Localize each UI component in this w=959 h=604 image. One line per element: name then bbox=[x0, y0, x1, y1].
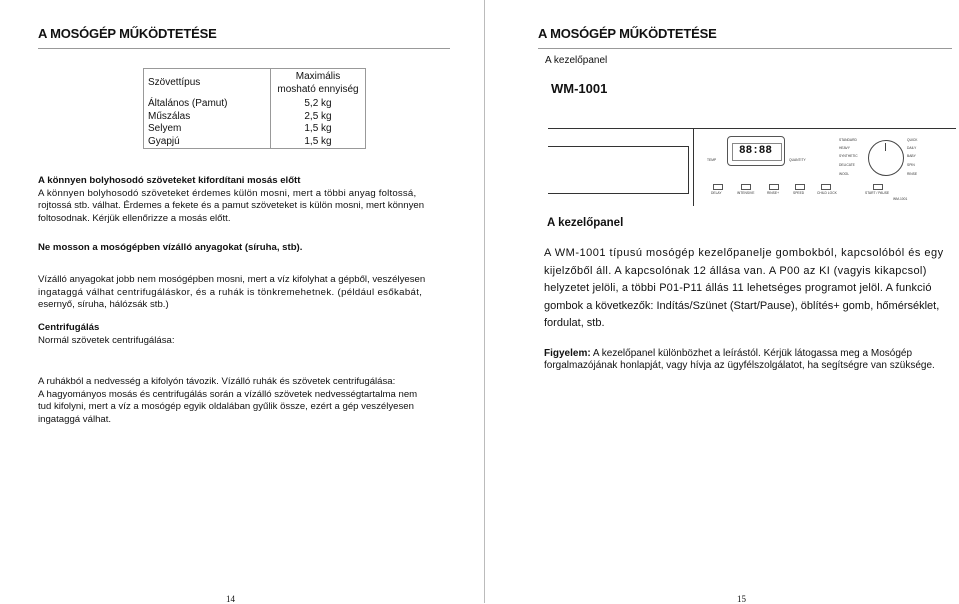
paragraph-line: forgalmazójának honlapját, vagy hívja az ügyfélszolgálatot, ha segítségre van szüksége. bbox=[544, 360, 935, 371]
speed-button[interactable] bbox=[795, 184, 805, 190]
lcd-digits: 88:88 bbox=[739, 145, 773, 157]
paragraph-line: ingataggá válhat centrifugáláskor, és a ruhák is tönkremehetnek. (például esőkabát, bbox=[38, 286, 423, 298]
start-pause-button[interactable] bbox=[873, 184, 883, 190]
table-cell-type: Műszálas bbox=[144, 111, 271, 124]
detergent-drawer bbox=[548, 146, 689, 194]
program-label: STANDARD bbox=[839, 138, 857, 142]
paragraph-line: A WM-1001 típusú mosógép kezelőpanelje gombokból, kapcsolóból és egy bbox=[544, 247, 944, 259]
program-label: SYNTHETIC bbox=[839, 154, 858, 158]
right-page-number: 15 bbox=[737, 594, 746, 604]
button-label: RINSE+ bbox=[767, 191, 780, 195]
paragraph-line: Normál szövetek centrifugálása: bbox=[38, 334, 175, 346]
paragraph-spin-waterproof bbox=[38, 376, 448, 426]
paragraph-line: A ruhákból a nedvesség a kifolyón távozik. Vízálló ruhák és szövetek centrifugálása: bbox=[38, 376, 396, 387]
paragraph-title: Centrifugálás bbox=[38, 322, 100, 333]
paragraph-line: gombok a következők: Indítás/Szünet (Start/Pause), öblítés+ gomb, hőmérséklet, bbox=[544, 299, 940, 312]
program-label: BABY bbox=[907, 154, 916, 158]
quantity-label: QUANTITY bbox=[789, 158, 806, 162]
program-label: HEAVY bbox=[839, 146, 850, 150]
table-header-capacity bbox=[271, 69, 366, 99]
fabric-capacity-table bbox=[143, 68, 366, 149]
table-cell-type: Selyem bbox=[144, 123, 271, 136]
paragraph-line: ingataggá válhat. bbox=[38, 413, 112, 425]
right-header-rule bbox=[538, 48, 952, 49]
note-line-1 bbox=[544, 348, 956, 360]
right-page-title: A MOSÓGÉP MŰKÖDTETÉSE bbox=[538, 26, 717, 41]
note-label: Figyelem: bbox=[544, 348, 591, 359]
paragraph-line: foltosodnak. Kérjük ellenőrizze a mosás előtt. bbox=[38, 212, 231, 224]
control-panel-subheader: A kezelőpanel bbox=[545, 55, 608, 66]
left-page-title: A MOSÓGÉP MŰKÖDTETÉSE bbox=[38, 26, 217, 41]
paragraph-line: tud kifolyni, mert a víz a mosógép egyik oldalában gyűlik össze, ezért a gép veszélyesen bbox=[38, 401, 414, 413]
paragraph-line: A könnyen bolyhosodó szöveteket érdemes külön mosni, mert a többi anyag foltossá, bbox=[38, 187, 417, 199]
table-header-fabric: Szövettípus bbox=[144, 69, 271, 99]
paragraph-line: rojtossá stb. válhat. Érdemes a fekete és a pamut szöveteket is külön mosni, mert könnyen bbox=[38, 200, 425, 212]
table-row bbox=[144, 136, 366, 149]
table-header-capacity-line2: mosható ennyiség bbox=[277, 83, 359, 95]
button-label: DELAY bbox=[711, 191, 722, 195]
button-label: INTENSIVE bbox=[737, 191, 755, 195]
rinse-plus-button[interactable] bbox=[769, 184, 779, 190]
table-row bbox=[144, 123, 366, 136]
lcd-display bbox=[732, 143, 782, 161]
paragraph-line: fordulat, stb. bbox=[544, 317, 605, 329]
table-cell-weight: 5,2 kg bbox=[271, 98, 366, 111]
table-cell-weight: 2,5 kg bbox=[271, 111, 366, 124]
paragraph-pilling bbox=[38, 175, 448, 225]
page-divider bbox=[484, 0, 485, 603]
paragraph-waterproof bbox=[38, 274, 448, 312]
control-panel-description bbox=[544, 245, 954, 333]
paragraph-line: A kezelőpanel különbözhet a leírástól. Kérjük látogassa meg a Mosógép bbox=[590, 348, 913, 359]
paragraph-spin bbox=[38, 322, 448, 347]
button-label: SPEED bbox=[793, 191, 805, 195]
left-page-number: 14 bbox=[226, 594, 235, 604]
paragraph-line: esernyő, síruha, hálózsák stb.) bbox=[38, 299, 169, 311]
program-label: RINSE bbox=[907, 172, 918, 176]
button-label: CHILD LOCK bbox=[817, 191, 837, 195]
display-frame bbox=[727, 136, 785, 166]
control-panel bbox=[693, 128, 956, 206]
paragraph-waterproof-title: Ne mosson a mosógépben vízálló anyagokat (síruha, stb). bbox=[38, 242, 303, 253]
paragraph-line: Vízálló anyagokat jobb nem mosógépben mosni, mert a víz kifolyhat a gépből, veszélyesen bbox=[38, 274, 426, 285]
table-cell-type: Gyapjú bbox=[144, 136, 271, 149]
left-header-rule bbox=[38, 48, 450, 49]
paragraph-line: kijelzőből áll. A kapcsolónak 12 állása van. A P00 az KI (vagyis kikapcsol) bbox=[544, 264, 927, 277]
program-dial[interactable] bbox=[868, 140, 904, 176]
program-label: QUICK bbox=[907, 138, 918, 142]
temp-label: TEMP bbox=[707, 158, 717, 162]
note-paragraph bbox=[544, 348, 956, 372]
intensive-button[interactable] bbox=[741, 184, 751, 190]
paragraph-line: helyzetet jelöli, a többi P01-P11 állás 11 lehetséges programot jelöl. A funkció bbox=[544, 282, 932, 294]
control-panel-section-title: A kezelőpanel bbox=[547, 217, 624, 229]
program-label: DAILY bbox=[907, 146, 917, 150]
program-label: SPIN bbox=[907, 163, 915, 167]
table-row bbox=[144, 98, 366, 111]
panel-model-label: WM-1001 bbox=[893, 197, 908, 201]
model-label: WM-1001 bbox=[551, 81, 608, 96]
start-pause-label: START / PAUSE bbox=[865, 191, 890, 195]
program-label: WOOL bbox=[839, 172, 850, 176]
dial-indicator bbox=[885, 143, 886, 151]
program-label: DELICATE bbox=[839, 163, 855, 167]
table-cell-weight: 1,5 kg bbox=[271, 123, 366, 136]
table-cell-type: Általános (Pamut) bbox=[144, 98, 271, 111]
delay-button[interactable] bbox=[713, 184, 723, 190]
paragraph-title: A könnyen bolyhosodó szöveteket kifordítani mosás előtt bbox=[38, 175, 301, 186]
table-header-capacity-line1: Maximális bbox=[295, 71, 341, 82]
child-lock-button[interactable] bbox=[821, 184, 831, 190]
table-cell-weight: 1,5 kg bbox=[271, 136, 366, 149]
paragraph-line: A hagyományos mosás és centrifugálás során a vízálló szövetek nedvességtartalma nem bbox=[38, 388, 418, 400]
table-row bbox=[144, 111, 366, 124]
